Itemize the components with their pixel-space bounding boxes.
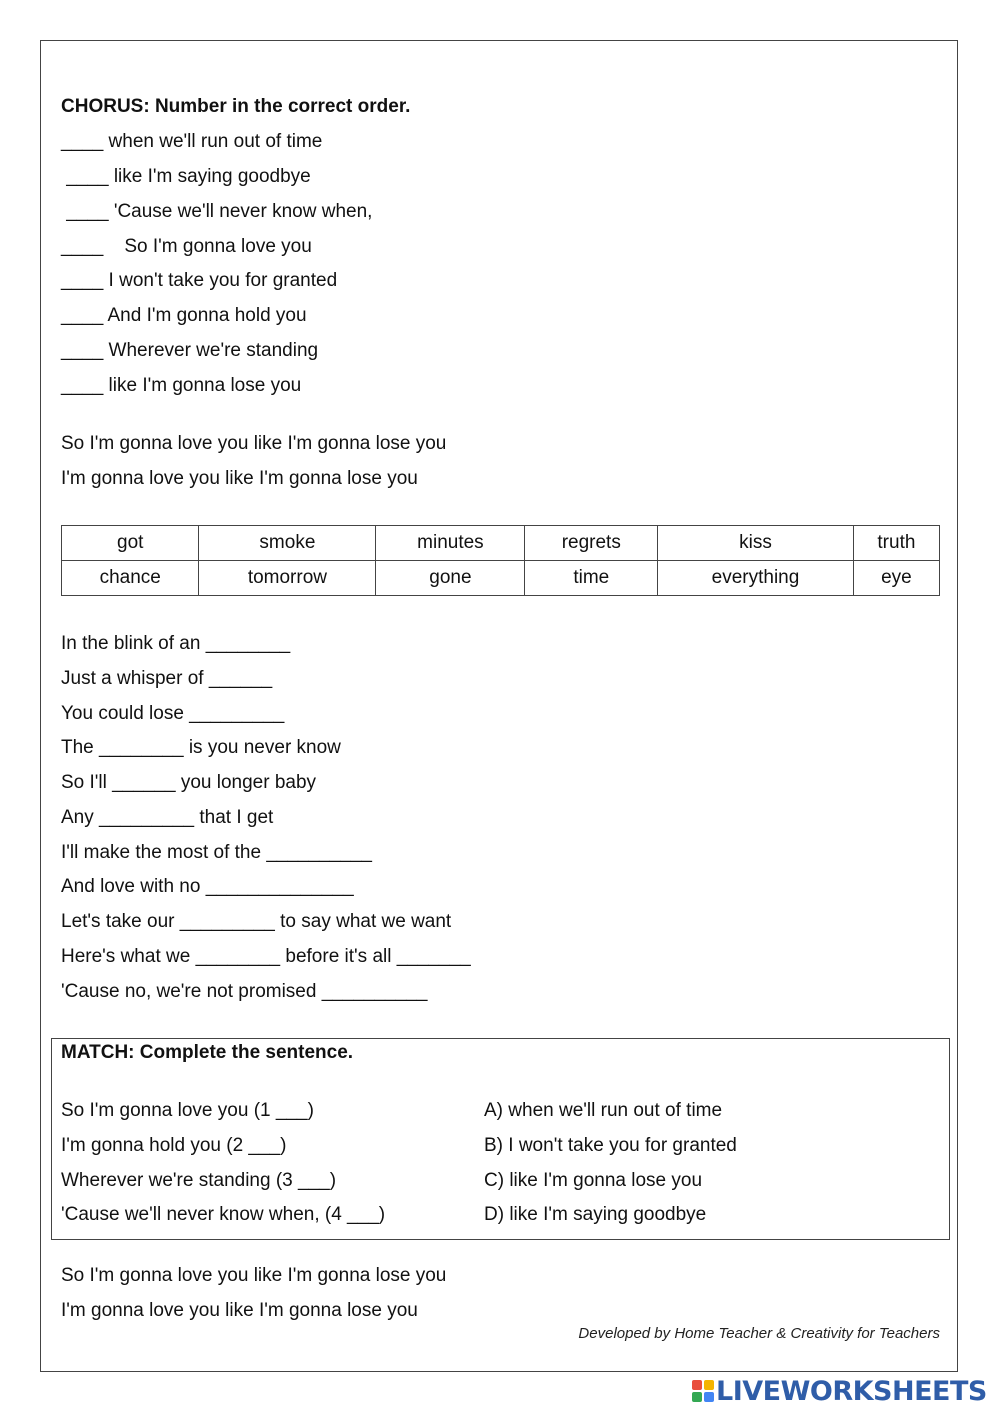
word-bank-cell: regrets — [525, 526, 658, 561]
fill-in-line-6: Any _________ that I get — [61, 807, 274, 828]
chorus-title: CHORUS: Number in the correct order. — [61, 96, 411, 117]
match-left-2: I'm gonna hold you (2 ___) — [61, 1135, 287, 1156]
word-bank-cell: chance — [62, 561, 199, 596]
fill-in-line-11: 'Cause no, we're not promised __________ — [61, 981, 428, 1002]
refrain-line-1: So I'm gonna love you like I'm gonna lose you — [61, 433, 447, 454]
logo-tile — [692, 1392, 702, 1402]
chorus-line-8: ____ like I'm gonna lose you — [61, 375, 302, 396]
fill-in-line-2: Just a whisper of ______ — [61, 668, 273, 689]
chorus-line-6: ____ And I'm gonna hold you — [61, 305, 307, 326]
word-bank-cell: smoke — [199, 526, 376, 561]
match-title: MATCH: Complete the sentence. — [61, 1042, 354, 1063]
logo-tile — [704, 1392, 714, 1402]
word-bank-table — [61, 525, 940, 596]
match-left-4: 'Cause we'll never know when, (4 ___) — [61, 1204, 386, 1225]
chorus-line-5: ____ I won't take you for granted — [61, 270, 338, 291]
refrain-line-2: I'm gonna love you like I'm gonna lose you — [61, 468, 418, 489]
match-right-d: D) like I'm saying goodbye — [484, 1204, 707, 1225]
chorus-line-1: ____ when we'll run out of time — [61, 131, 323, 152]
word-bank-cell: eye — [853, 561, 939, 596]
word-bank-row — [62, 526, 940, 561]
liveworksheets-logo[interactable] — [692, 1375, 987, 1407]
chorus-line-7: ____ Wherever we're standing — [61, 340, 319, 361]
fill-in-line-8: And love with no ______________ — [61, 876, 354, 897]
chorus-line-4: ____ So I'm gonna love you — [61, 236, 312, 257]
fill-in-line-1: In the blink of an ________ — [61, 633, 291, 654]
logo-tile — [692, 1380, 702, 1390]
refrain2-line-2: I'm gonna love you like I'm gonna lose you — [61, 1300, 418, 1321]
fill-in-line-9: Let's take our _________ to say what we want — [61, 911, 452, 932]
word-bank-cell: kiss — [658, 526, 854, 561]
logo-tiles-icon — [692, 1380, 714, 1402]
word-bank-cell: gone — [376, 561, 525, 596]
word-bank-cell: everything — [658, 561, 854, 596]
fill-in-line-5: So I'll ______ you longer baby — [61, 772, 317, 793]
word-bank-cell: time — [525, 561, 658, 596]
word-bank-cell: minutes — [376, 526, 525, 561]
word-bank-row — [62, 561, 940, 596]
word-bank-cell: tomorrow — [199, 561, 376, 596]
chorus-line-3: ____ 'Cause we'll never know when, — [61, 201, 373, 222]
chorus-line-2: ____ like I'm saying goodbye — [61, 166, 311, 187]
match-right-c: C) like I'm gonna lose you — [484, 1170, 703, 1191]
logo-tile — [704, 1380, 714, 1390]
refrain2-line-1: So I'm gonna love you like I'm gonna lose you — [61, 1265, 447, 1286]
fill-in-line-4: The ________ is you never know — [61, 737, 341, 758]
word-bank-cell: got — [62, 526, 199, 561]
logo-text: LIVEWORKSHEETS — [716, 1375, 987, 1407]
word-bank-cell: truth — [853, 526, 939, 561]
fill-in-line-3: You could lose _________ — [61, 703, 285, 724]
credit-line: Developed by Home Teacher & Creativity for Teachers — [578, 1325, 940, 1342]
match-left-1: So I'm gonna love you (1 ___) — [61, 1100, 314, 1121]
fill-in-line-7: I'll make the most of the __________ — [61, 842, 372, 863]
match-left-3: Wherever we're standing (3 ___) — [61, 1170, 337, 1191]
fill-in-line-10: Here's what we ________ before it's all _______ — [61, 946, 471, 967]
match-right-a: A) when we'll run out of time — [484, 1100, 723, 1121]
match-right-b: B) I won't take you for granted — [484, 1135, 737, 1156]
